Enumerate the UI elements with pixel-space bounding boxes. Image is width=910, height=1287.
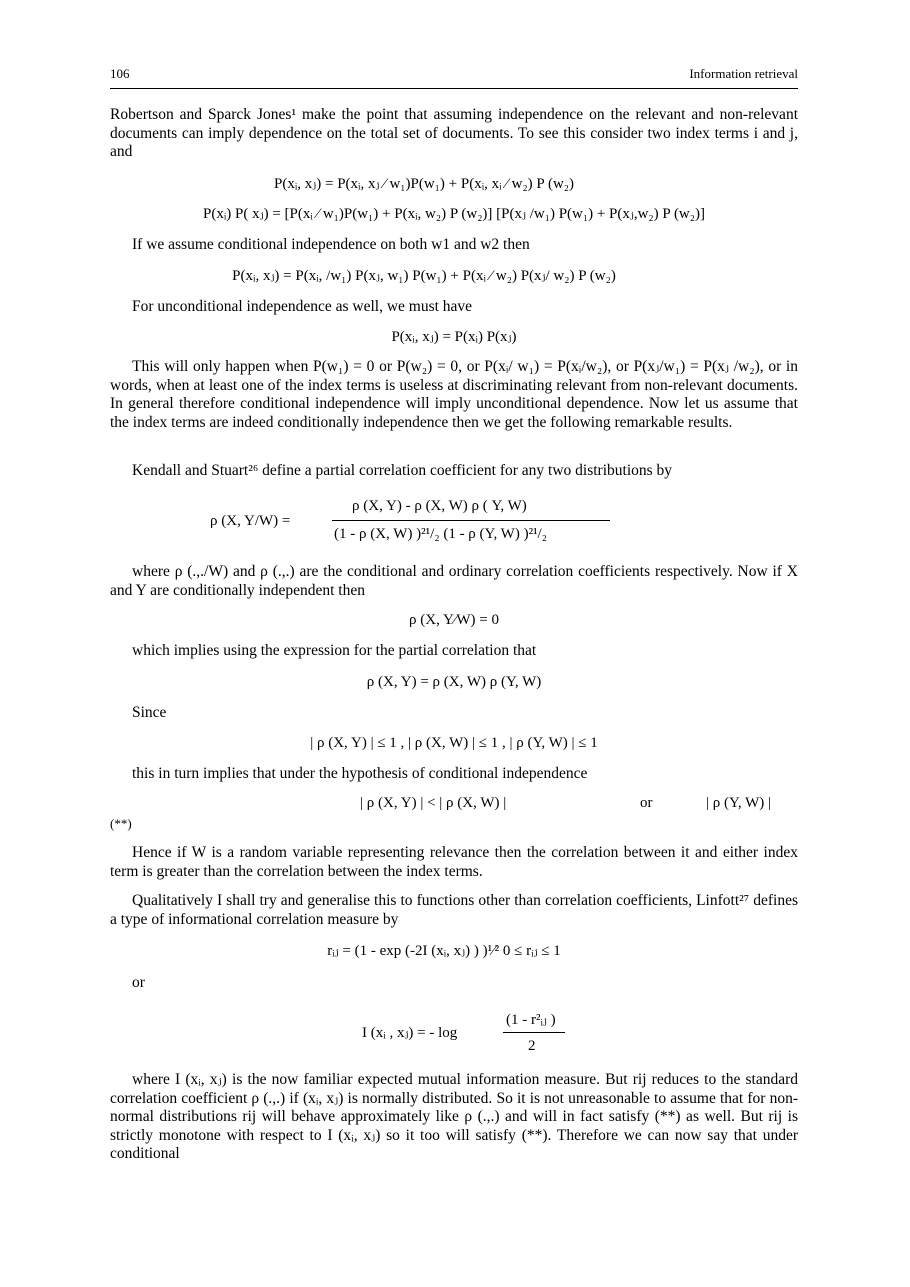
paragraph: where ρ (.,./W) and ρ (.,.) are the conditional and ordinary correlation coefficients respectively. Now if X and Y are conditionally independent then <box>110 563 798 599</box>
equation-log-lhs: I (xᵢ , xⱼ) = - log <box>362 1025 458 1041</box>
paragraph: Robertson and Sparck Jones¹ make the point that assuming independence on the relevant and non-relevant documents can imply dependence on the total set of documents. To see this consider two index terms i and j, and <box>110 106 798 160</box>
equation-partial-lhs: ρ (X, Y/W) = <box>210 513 291 529</box>
equation-conditional: P(xᵢ, xⱼ) = P(xᵢ, /w₁) P(xⱼ, w₁) P(w₁) + P(xᵢ ⁄ w₂) P(xⱼ/ w₂) P (w₂) <box>232 268 616 284</box>
equation-bounds: | ρ (X, Y) | ≤ 1 , | ρ (X, W) | ≤ 1 , | ρ (Y, W) | ≤ 1 <box>310 735 598 751</box>
running-title: Information retrieval <box>689 66 798 81</box>
paragraph: This will only happen when P(w₁) = 0 or P(w₂) = 0, or P(xᵢ/ w₁) = P(xᵢ/w₂), or P(xⱼ/w₁) = P(xⱼ /w₂), or in words, when at least one of the index terms is useless at discriminating relevant from non-relevant documents. In general therefore conditional independence will imply unconditional dependence. Now let us assume that the index terms are indeed conditionally independence then we get the following remarkable results. <box>110 358 798 431</box>
header-rule <box>110 88 798 89</box>
equation-informational-correlation: rᵢⱼ = (1 - exp (-2I (xᵢ, xⱼ) ) )¹⁄² 0 ≤ rᵢⱼ ≤ 1 <box>327 943 561 959</box>
paragraph: Qualitatively I shall try and generalise this to functions other than correlation coefficients, Linfott²⁷ defines a type of informational correlation measure by <box>110 892 798 928</box>
equation-product-correlation: ρ (X, Y) = ρ (X, W) ρ (Y, W) <box>366 674 542 690</box>
equation-inequality-or: or <box>640 795 653 811</box>
equation-log-denominator: 2 <box>528 1038 536 1054</box>
equation-product: P(xᵢ) P( xⱼ) = [P(xᵢ ⁄ w₁)P(w₁) + P(xᵢ, w₂) P (w₂)] [P(xⱼ /w₁) P(w₁) + P(xⱼ,w₂) P (w₂)] <box>203 206 705 222</box>
paragraph: or <box>132 974 145 991</box>
equation-joint: P(xᵢ, xⱼ) = P(xᵢ, xⱼ ⁄ w₁)P(w₁) + P(xᵢ, xᵢ ⁄ w₂) P (w₂) <box>273 176 575 192</box>
paragraph: Hence if W is a random variable representing relevance then the correlation between it and either index term is greater than the correlation between the index terms. <box>110 844 798 880</box>
equation-inequality-right: | ρ (Y, W) | <box>706 795 772 811</box>
paragraph: this in turn implies that under the hypothesis of conditional independence <box>132 765 588 782</box>
equation-inequality-left: | ρ (X, Y) | < | ρ (X, W) | <box>360 795 507 811</box>
paragraph: which implies using the expression for the partial correlation that <box>132 642 537 659</box>
paragraph: where I (xᵢ, xⱼ) is the now familiar expected mutual information measure. But rij reduces to the standard correlation coefficient ρ (.,.) if (xᵢ, xⱼ) is normally distributed. So it is not unreasonable to assume that for non-normal distributions rij will behave approximately like ρ (.,.) and will in fact satisfy (**) as well. But rij is strictly monotone with respect to I (xᵢ, xⱼ) so it too will satisfy (**). Therefore we can now say that under conditional <box>110 1071 798 1162</box>
paragraph: For unconditional independence as well, we must have <box>132 298 473 315</box>
page-number: 106 <box>110 66 130 81</box>
equation-log-numerator: (1 - r²ᵢⱼ ) <box>506 1012 556 1028</box>
equation-label: (**) <box>110 816 132 831</box>
equation-unconditional: P(xᵢ, xⱼ) = P(xᵢ) P(xⱼ) <box>391 329 517 345</box>
paragraph: Kendall and Stuart²⁶ define a partial correlation coefficient for any two distributions by <box>132 462 673 479</box>
equation-partial-denominator: (1 - ρ (X, W) )²¹/₂ (1 - ρ (Y, W) )²¹/₂ <box>334 526 547 542</box>
fraction-bar <box>332 520 610 521</box>
equation-zero-partial: ρ (X, Y⁄W) = 0 <box>409 612 499 628</box>
equation-partial-numerator: ρ (X, Y) - ρ (X, W) ρ ( Y, W) <box>352 498 527 514</box>
paragraph: If we assume conditional independence on both w1 and w2 then <box>132 236 530 253</box>
paragraph: Since <box>132 704 167 721</box>
fraction-bar <box>503 1032 565 1033</box>
